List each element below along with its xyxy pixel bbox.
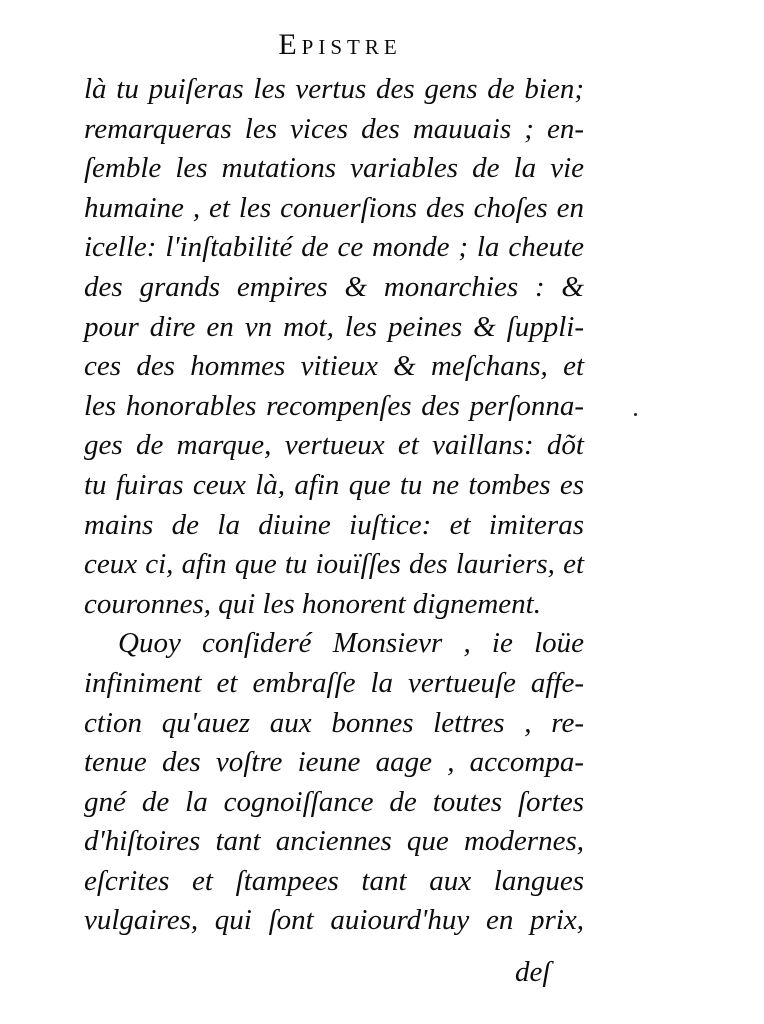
text-line: ceux ci, afin que tu iouïſſes des lauriers, et [84,548,584,581]
paragraph-start-line: Quoy conſideré Monsievr , ie loüe [118,627,584,660]
running-header: Epistre [278,28,402,61]
body-text [84,70,584,941]
text-line: vulgaires, qui ſont auiourd'huy en prix, [84,904,584,937]
text-line: ces des hommes vitieux & meſchans, et [84,350,584,383]
text-line: humaine , et les conuerſions des choſes en [84,191,584,224]
text-line: ction qu'auez aux bonnes lettres , re- [84,706,584,739]
text-line: tenue des voſtre ieune aage , accompa- [84,746,584,779]
text-line: icelle: l'inſtabilité de ce monde ; la cheute [84,231,584,264]
ink-speck [634,413,637,416]
text-line: tu fuiras ceux là, afin que tu ne tombes es [84,468,584,501]
text-line: ges de marque, vertueux et vaillans: dõt [84,429,584,462]
text-line: des grands empires & monarchies : & [84,270,584,303]
text-line: remarqueras les vices des mauuais ; en- [84,112,584,145]
text-line: gné de la cognoiſſance de toutes ſortes [84,785,584,818]
text-line: mains de la diuine iuſtice: et imiteras [84,508,584,541]
text-line: là tu puiſeras les vertus des gens de bien; [84,73,584,105]
text-line: infiniment et embraſſe la vertueuſe affe- [84,666,584,699]
text-line: d'hiſtoires tant anciennes que modernes, [84,825,584,858]
text-line: ſemble les mutations variables de la vie [84,152,584,185]
text-line: les honorables recompenſes des perſonna- [84,389,584,422]
catchword: deſ [515,956,551,988]
text-line: pour dire en vn mot, les peines & ſuppli- [84,310,584,343]
paragraph-end-line: couronnes, qui les honorent dignement. [84,587,541,620]
text-line: eſcrites et ſtampees tant aux langues [84,864,584,897]
